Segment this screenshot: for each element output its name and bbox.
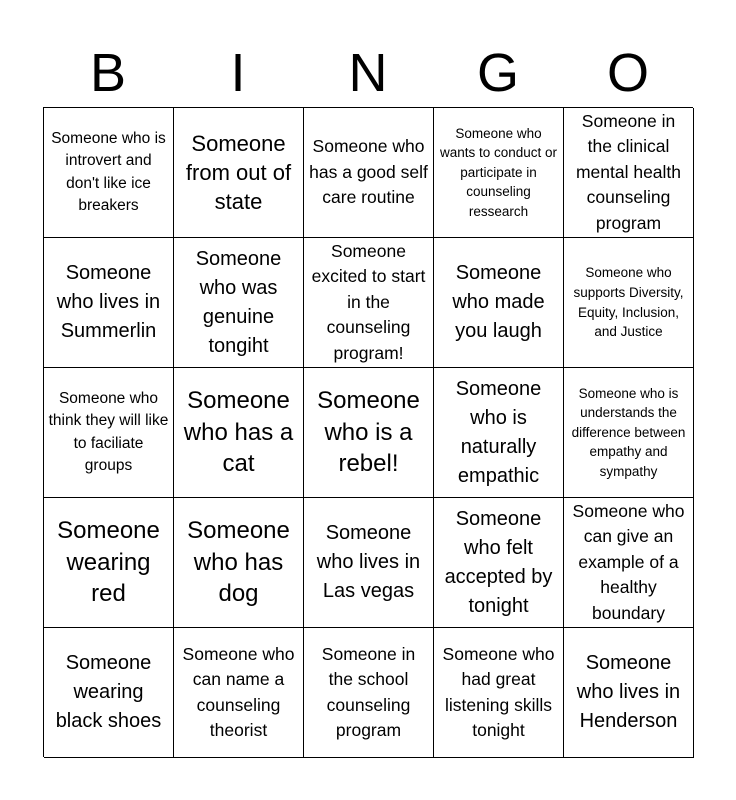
bingo-cell-r4c5[interactable]	[564, 498, 694, 628]
bingo-cell-r5c1[interactable]	[44, 628, 174, 758]
bingo-cell-r2c3[interactable]	[304, 238, 434, 368]
cell-text: Someone in the school counseling program	[321, 643, 416, 740]
cell-text: Someone who lives in Las vegas	[316, 522, 421, 602]
header-letter-g: G	[476, 43, 519, 103]
bingo-cell-r3c4[interactable]	[434, 368, 564, 498]
bingo-cell-r2c5[interactable]	[564, 238, 694, 368]
bingo-cell-r2c1[interactable]	[44, 238, 174, 368]
bingo-cell-r3c5[interactable]	[564, 368, 694, 498]
cell-text: Someone who think they will like to faciliate groups	[48, 389, 169, 474]
cell-text: Someone who is understands the difference between empathy and sympathy	[571, 385, 686, 479]
cell-text: Someone who lives in Henderson	[576, 652, 681, 732]
cell-text: Someone who lives in Summerlin	[56, 262, 161, 342]
bingo-cell-r4c1[interactable]	[44, 498, 174, 628]
cell-text: Someone who supports Diversity, Equity, Inclusion, and Justice	[573, 265, 684, 340]
bingo-cell-r1c5[interactable]	[564, 108, 694, 238]
header-letter-b: B	[89, 43, 127, 103]
bingo-cell-r2c2[interactable]	[174, 238, 304, 368]
cell-text: Someone who is a rebel!	[317, 386, 420, 478]
cell-text: Someone who is naturally empathic	[455, 377, 542, 487]
cell-text: Someone in the clinical mental health counseling program	[575, 111, 682, 233]
bingo-cell-r5c3[interactable]	[304, 628, 434, 758]
bingo-cell-r5c4[interactable]	[434, 628, 564, 758]
bingo-cell-r4c2[interactable]	[174, 498, 304, 628]
cell-text: Someone wearing black shoes	[55, 652, 162, 732]
cell-text: Someone who wants to conduct or participate in counseling ressearch	[439, 125, 558, 219]
cell-text: Someone from out of state	[185, 130, 292, 215]
cell-text: Someone who has a cat	[183, 386, 294, 478]
cell-text: Someone wearing red	[57, 516, 160, 608]
cell-text: Someone who has a good self care routine	[309, 136, 428, 208]
bingo-cell-r5c5[interactable]	[564, 628, 694, 758]
cell-text: Someone who can give an example of a healthy boundary	[572, 501, 685, 623]
header-letter-i: I	[230, 43, 246, 103]
cell-text: Someone who is introvert and don't like ice breakers	[51, 129, 166, 214]
cell-text: Someone who made you laugh	[452, 262, 545, 342]
bingo-header	[43, 40, 693, 106]
bingo-cell-r1c3[interactable]	[304, 108, 434, 238]
bingo-cell-r1c1[interactable]	[44, 108, 174, 238]
bingo-cell-r1c4[interactable]	[434, 108, 564, 238]
bingo-cell-r3c2[interactable]	[174, 368, 304, 498]
bingo-cell-r1c2[interactable]	[174, 108, 304, 238]
cell-text: Someone excited to start in the counseling program!	[311, 241, 426, 363]
bingo-cell-r4c4[interactable]	[434, 498, 564, 628]
header-letter-o: O	[606, 43, 649, 103]
cell-text: Someone who can name a counseling theorist	[182, 643, 295, 740]
bingo-grid	[43, 107, 693, 757]
bingo-cell-r3c1[interactable]	[44, 368, 174, 498]
cell-text: Someone who has dog	[187, 516, 290, 608]
cell-text: Someone who felt accepted by tonight	[444, 507, 553, 617]
bingo-cell-r3c3[interactable]	[304, 368, 434, 498]
bingo-cell-r5c2[interactable]	[174, 628, 304, 758]
bingo-cell-r4c3[interactable]	[304, 498, 434, 628]
bingo-cell-r2c4[interactable]	[434, 238, 564, 368]
cell-text: Someone who had great listening skills tonight	[442, 643, 555, 740]
cell-text: Someone who was genuine tongiht	[195, 247, 282, 357]
header-letter-n: N	[348, 43, 388, 103]
